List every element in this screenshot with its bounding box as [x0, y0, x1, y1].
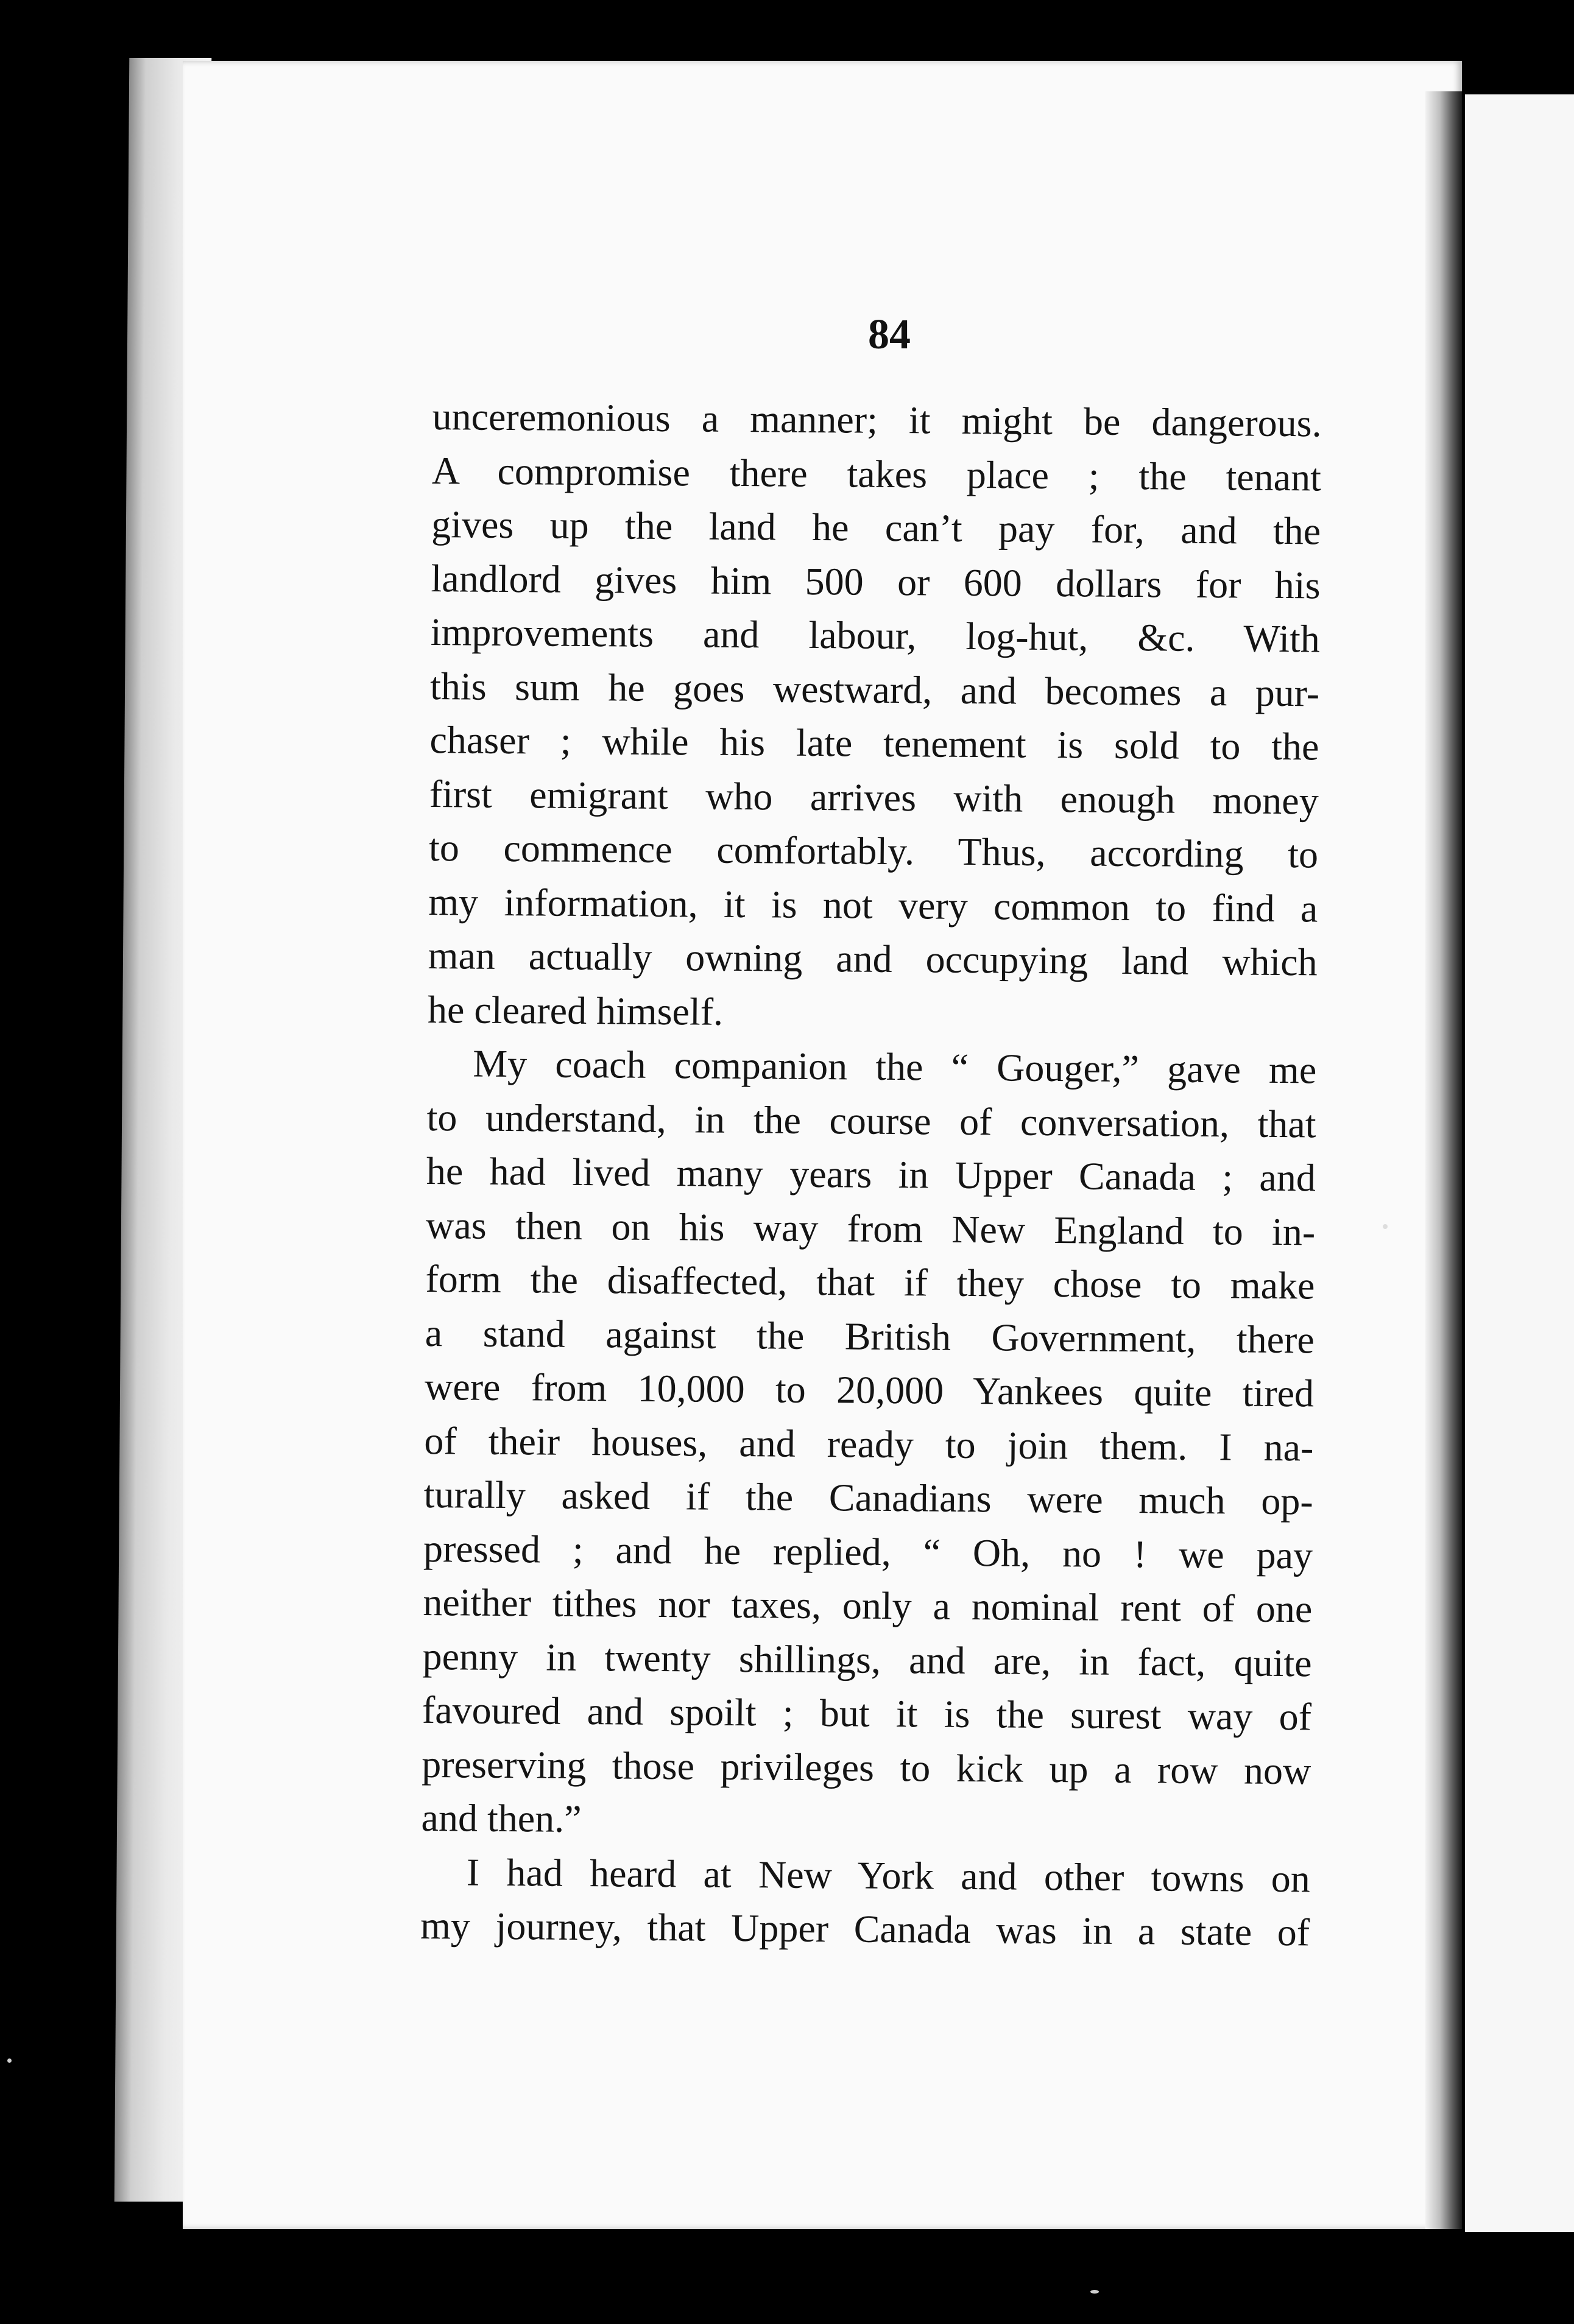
text-line: this sum he goes westward, and becomes a pur- [429, 664, 1320, 714]
text-line: was then on his way from New England to in- [425, 1203, 1316, 1253]
text-line: my journey, that Upper Canada was in a state of [420, 1903, 1310, 1954]
scan-speck [7, 2058, 12, 2063]
page-number: 84 [868, 311, 911, 358]
text-line: he had lived many years in Upper Canada ; and [426, 1149, 1316, 1200]
text-line: preserving those privileges to kick up a row now [422, 1742, 1311, 1792]
text-line: of their houses, and ready to join them. I na- [424, 1418, 1314, 1469]
text-line: first emigrant who arrives with enough money [429, 772, 1319, 822]
text-line: landlord gives him 500 or 600 dollars for his [431, 556, 1321, 607]
text-line: chaser ; while his late tenement is sold to the [429, 717, 1319, 769]
page-text [420, 390, 1322, 1960]
text-line: unceremonious a manner; it might be dangerous. [432, 394, 1322, 445]
text-line: to commence comfortably. Thus, according to [428, 825, 1319, 876]
text-line: my information, it is not very common to find a [428, 879, 1318, 930]
text-line: turally asked if the Canadians were much op- [423, 1472, 1313, 1523]
paragraph-start-line: I had heard at New York and other towns on [466, 1850, 1311, 1900]
facing-page-edge [1465, 94, 1574, 2232]
text-line: neither tithes nor taxes, only a nominal rent of one [423, 1580, 1313, 1631]
text-line: and then.” [421, 1795, 582, 1840]
text-line: improvements and labour, log-hut, &c. With [430, 610, 1321, 661]
text-line: favoured and spoilt ; but it is the surest way of [422, 1688, 1312, 1739]
scan-speck [1090, 2290, 1099, 2294]
book-gutter [1425, 91, 1462, 2229]
text-line: a stand against the British Government, there [425, 1311, 1315, 1361]
text-line: pressed ; and he replied, “ Oh, no ! we pay [423, 1526, 1313, 1577]
scan-speck [1383, 1224, 1388, 1229]
text-line: he cleared himself. [427, 987, 724, 1033]
text-line: man actually owning and occupying land which [428, 933, 1318, 984]
text-line: were from 10,000 to 20,000 Yankees quite tired [424, 1364, 1315, 1415]
text-line: gives up the land he can’t pay for, and the [431, 502, 1321, 553]
text-line: penny in twenty shillings, and are, in fact, quite [422, 1634, 1312, 1685]
text-line: form the disaffected, that if they chose to make [425, 1256, 1315, 1308]
paragraph-start-line: My coach companion the “ Gouger,” gave me [473, 1041, 1317, 1092]
text-line: A compromise there takes place ; the tenant [431, 448, 1322, 499]
text-line: to understand, in the course of conversation, that [426, 1095, 1316, 1146]
